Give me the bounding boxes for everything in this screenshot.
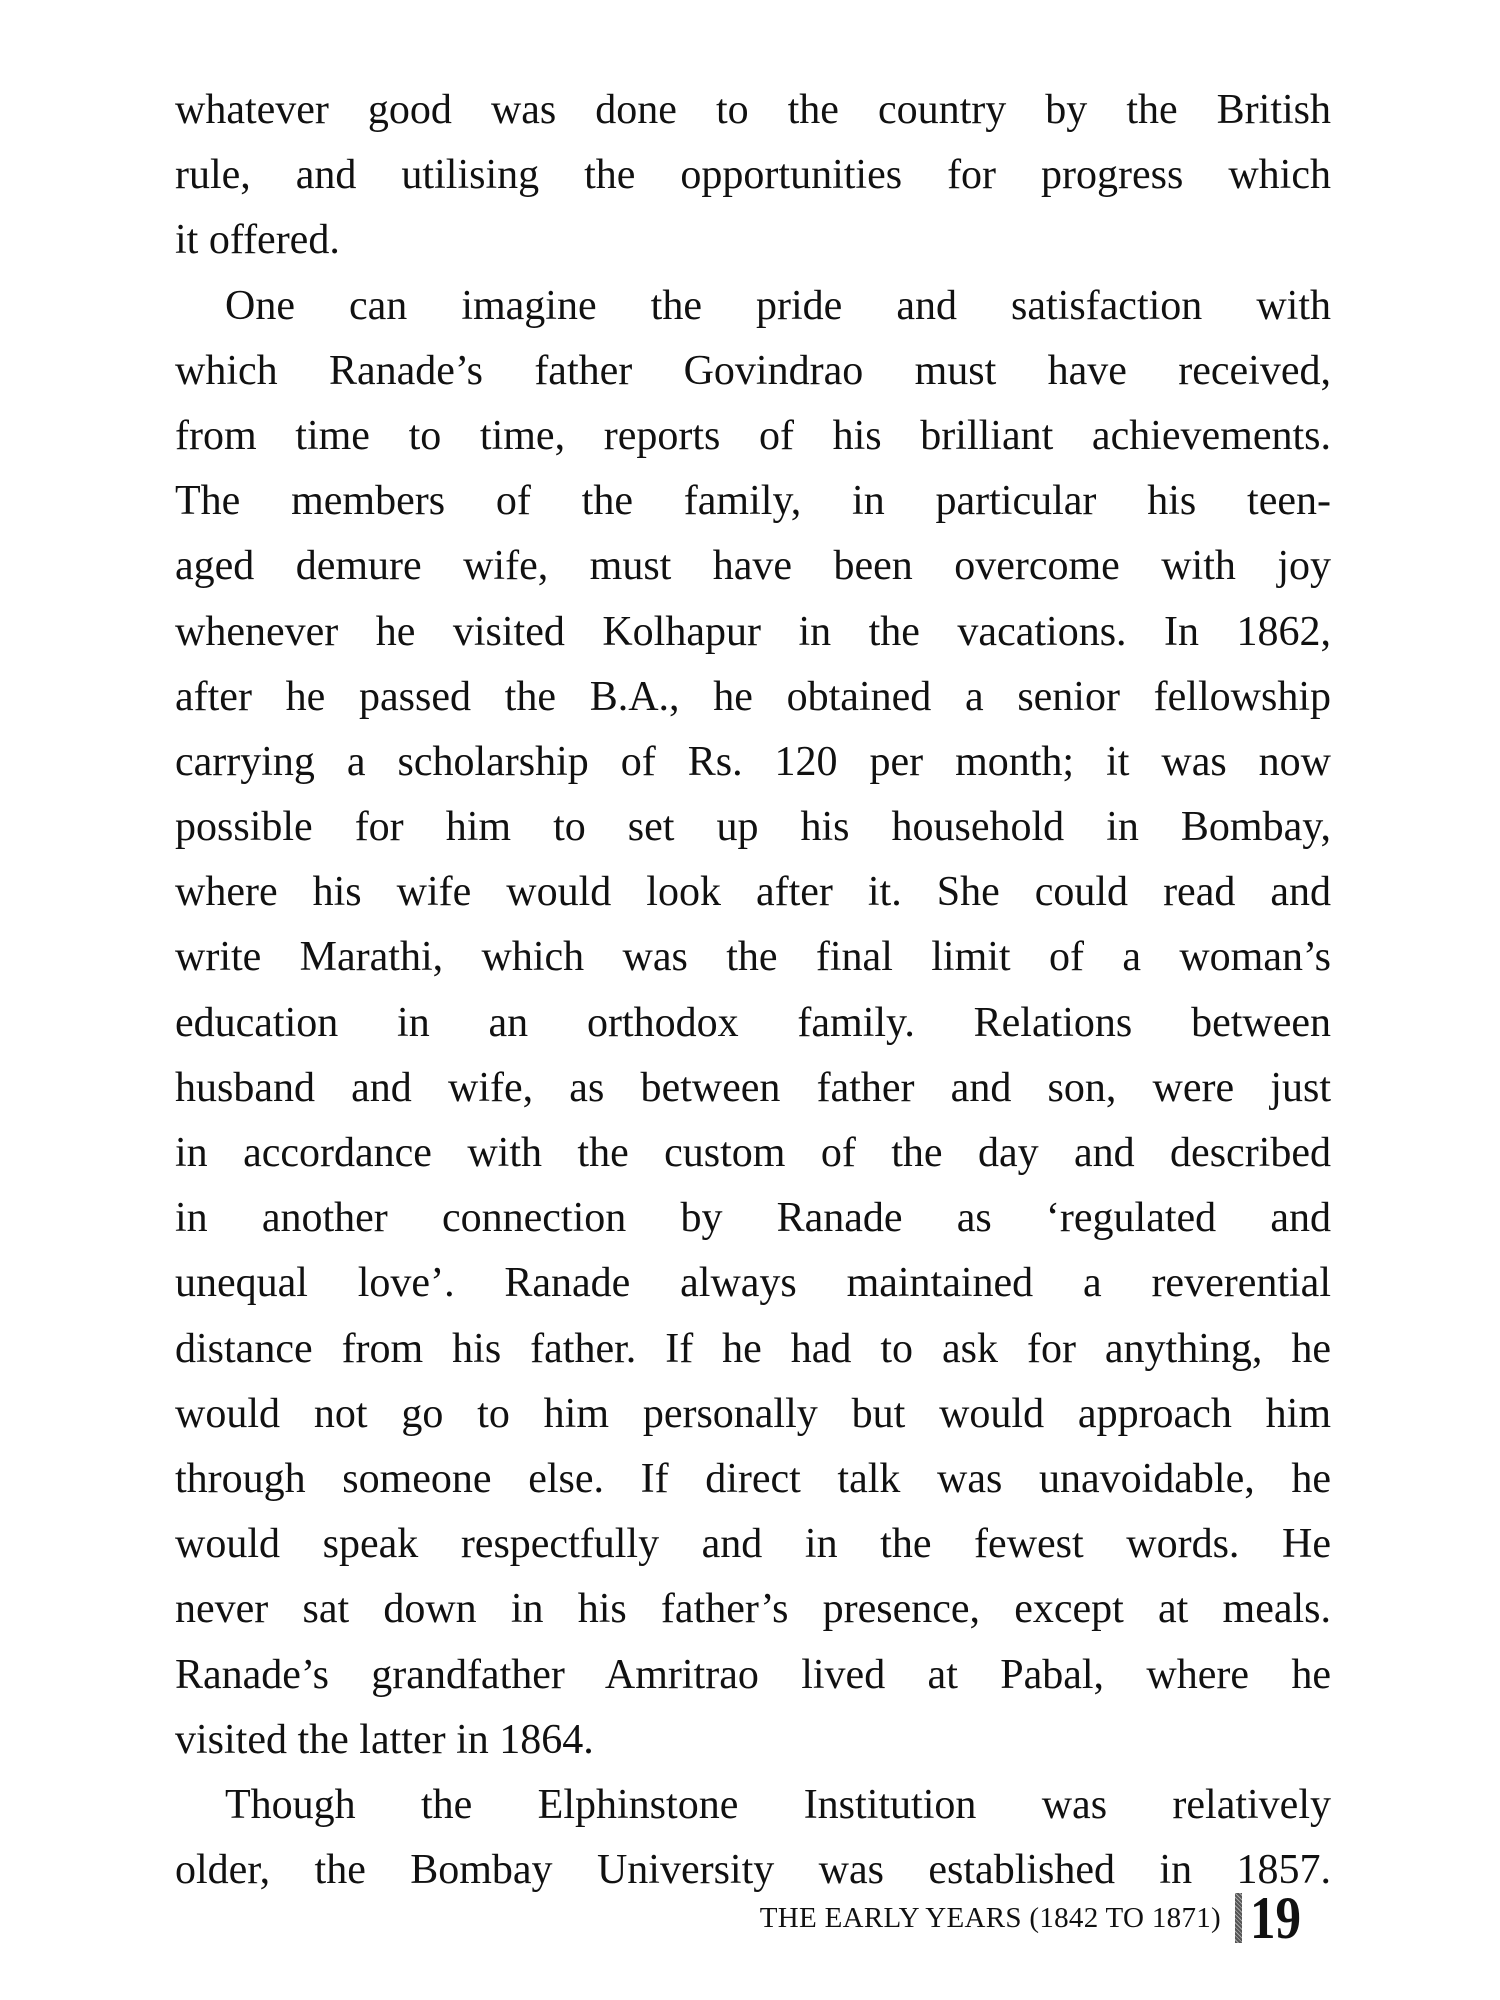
page-body [175,78,1331,1903]
text-line: older, the Bombay University was established in 1857. [175,1847,1331,1894]
text-line: would speak respectfully and in the fewest words. He [175,1521,1331,1568]
text-line: visited the latter in 1864. [175,1716,594,1763]
text-line: Though the Elphinstone Institution was relatively [225,1781,1331,1828]
text-line: whenever he visited Kolhapur in the vacations. In 1862, [175,608,1331,655]
text-line: write Marathi, which was the final limit of a woman’s [175,934,1331,981]
text-line: unequal love’. Ranade always maintained a reverential [175,1260,1331,1307]
running-head: THE EARLY YEARS (1842 TO 1871) [759,1901,1221,1934]
footer-divider-bar [1235,1893,1242,1943]
text-line: would not go to him personally but would approach him [175,1390,1331,1437]
text-line: carrying a scholarship of Rs. 120 per month; it was now [175,738,1331,785]
text-line: aged demure wife, must have been overcome with joy [175,543,1331,590]
text-line: One can imagine the pride and satisfaction with [225,282,1331,329]
text-line: distance from his father. If he had to ask for anything, he [175,1325,1331,1372]
text-line: after he passed the B.A., he obtained a senior fellowship [175,673,1331,720]
text-line: rule, and utilising the opportunities for progress which [175,152,1331,199]
text-line: in accordance with the custom of the day and described [175,1130,1331,1176]
text-line: education in an orthodox family. Relations between [175,999,1331,1046]
text-line: it offered. [175,217,340,264]
text-line: through someone else. If direct talk was unavoidable, he [175,1455,1331,1502]
text-line: from time to time, reports of his brilliant achievements. [175,412,1331,459]
text-line: The members of the family, in particular his teen- [175,478,1331,525]
text-line: never sat down in his father’s presence, except at meals. [175,1586,1331,1633]
text-line: whatever good was done to the country by the British [175,87,1331,133]
text-line: which Ranade’s father Govindrao must have received, [175,347,1331,394]
page-footer [759,1885,1310,1951]
text-line: possible for him to set up his household in Bombay, [175,804,1331,851]
text-line: in another connection by Ranade as ‘regulated and [175,1195,1331,1242]
text-line: husband and wife, as between father and son, were just [175,1064,1331,1111]
text-line: where his wife would look after it. She could read and [175,869,1331,916]
text-line: Ranade’s grandfather Amritrao lived at Pabal, where he [175,1651,1331,1698]
page-number: 19 [1250,1885,1301,1951]
